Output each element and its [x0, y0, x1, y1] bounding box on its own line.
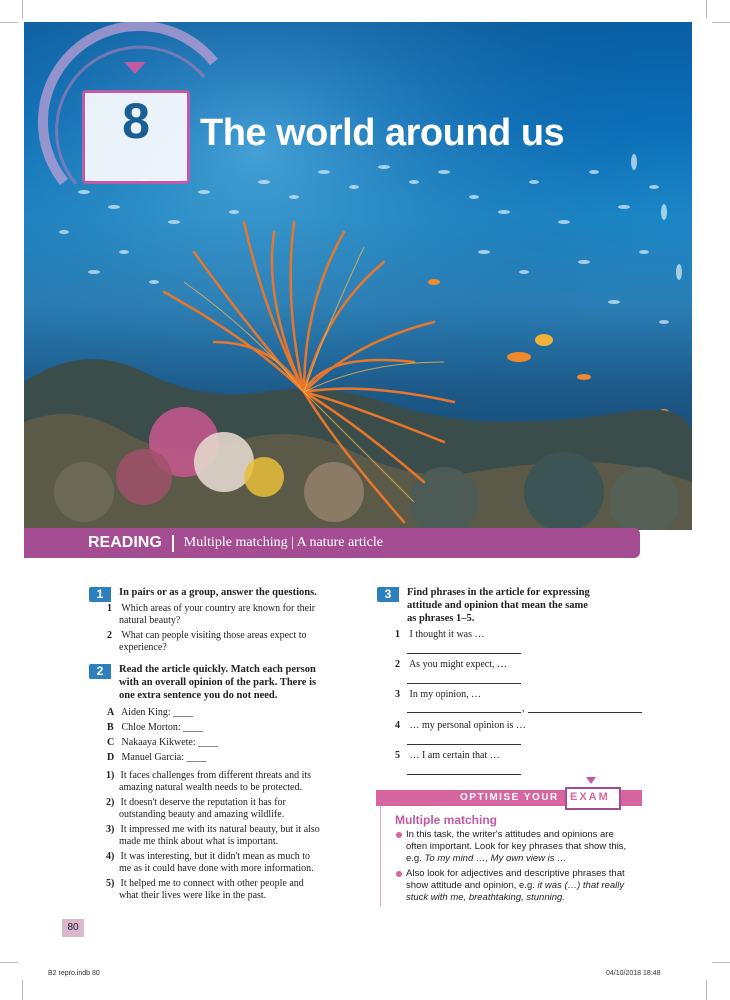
- phrase-line: 1 I thought it was …: [395, 629, 485, 640]
- print-footer-left: B2 repro.indb 80: [48, 970, 100, 977]
- opinion-line-cont: made me think about what is important.: [119, 836, 279, 847]
- opinion-line: 1) It faces challenges from different threats and its: [106, 770, 312, 781]
- phrase-line: 3 In my opinion, …: [395, 689, 482, 700]
- answer-blank[interactable]: [407, 744, 521, 745]
- answer-blank[interactable]: [407, 653, 521, 654]
- opinion-line-cont: outstanding beauty and amazing wildlife.: [119, 809, 285, 820]
- crop-mark: [22, 0, 23, 18]
- phrase-line: 2 As you might expect, …: [395, 659, 507, 670]
- section-label: READING: [88, 534, 162, 551]
- exercise-1-instruction: In pairs or as a group, answer the questions.: [119, 587, 317, 598]
- exercise-3-instruction: as phrases 1–5.: [407, 613, 475, 624]
- answer-blank[interactable]: [407, 712, 521, 713]
- exam-label: EXAM: [570, 791, 610, 803]
- answer-blank[interactable]: [528, 712, 642, 713]
- print-footer-right: 04/10/2018 18:48: [606, 970, 661, 977]
- exercise-1-question-cont: natural beauty?: [119, 615, 181, 626]
- crop-mark: [22, 980, 23, 1000]
- unit-title: The world around us: [200, 112, 565, 154]
- crop-mark: [706, 0, 707, 18]
- crop-mark: [0, 22, 18, 23]
- optimise-label: OPTIMISE YOUR: [460, 792, 559, 803]
- exercise-1-question: 1 Which areas of your country are known for their: [107, 603, 316, 614]
- opinion-line-cont: me as it could have done with more information.: [119, 863, 314, 874]
- optimise-title: Multiple matching: [395, 813, 497, 827]
- person-line: B Chloe Morton: ____: [107, 722, 204, 733]
- crop-mark: [0, 962, 18, 963]
- exercise-2-instruction: with an overall opinion of the park. There is: [119, 677, 317, 688]
- bullet-icon: [396, 832, 402, 838]
- person-line: A Aiden King: ____: [107, 707, 194, 718]
- opinion-line-cont: amazing natural wealth needs to be protected.: [119, 782, 302, 793]
- opinion-line: 4) It was interesting, but it didn't mean as much to: [106, 851, 311, 862]
- section-banner: [24, 528, 640, 558]
- answer-blank[interactable]: [407, 683, 521, 684]
- exercise-3-instruction: attitude and opinion that mean the same: [407, 600, 588, 611]
- phrase-line: 5 … I am certain that …: [395, 750, 500, 761]
- exercise-2-instruction: one extra sentence you do not need.: [119, 690, 278, 701]
- exercise-2-instruction: Read the article quickly. Match each person: [119, 664, 316, 675]
- exercise-3-instruction: Find phrases in the article for expressing: [407, 587, 590, 598]
- exercise-3-number-badge: 3: [377, 585, 399, 603]
- person-line: C Nakaaya Kikwete: ____: [107, 737, 219, 748]
- answer-blank[interactable]: [407, 774, 521, 775]
- tip-item: In this task, the writer's attitudes and opinions are often important. Look for key phrases that show this, e.g. To my mind …, My own view is …: [396, 829, 644, 865]
- person-line: D Manuel Garcia: ____: [107, 752, 207, 763]
- exercise-1-question: 2 What can people visiting those areas expect to: [107, 630, 307, 641]
- exercise-1-question-cont: experience?: [119, 642, 167, 653]
- bullet-icon: [396, 871, 402, 877]
- crop-mark: [706, 980, 707, 1000]
- page-number: 80: [62, 919, 84, 937]
- unit-number: 8: [122, 93, 150, 149]
- phrase-line: 4 … my personal opinion is …: [395, 720, 526, 731]
- opinion-line: 2) It doesn't deserve the reputation it has for: [106, 797, 286, 808]
- exercise-2-number-badge: 2: [89, 662, 111, 680]
- exam-marker-icon: [586, 777, 596, 784]
- comma-separator: ,: [522, 703, 525, 714]
- crop-mark: [712, 22, 730, 23]
- opinion-line-cont: what their lives were like in the past.: [119, 890, 267, 901]
- tip-item: Also look for adjectives and descriptive phrases that show attitude and opinion, e.g. it was (…) that really stuck with me, breathtaking, stunning.: [396, 868, 644, 904]
- optimise-side-rule: [380, 806, 381, 906]
- opinion-line: 3) It impressed me with its natural beauty, but it also: [106, 824, 320, 835]
- section-subtitle: Multiple matching | A nature article: [183, 535, 383, 550]
- exercise-1-number-badge: 1: [89, 585, 111, 603]
- crop-mark: [712, 962, 730, 963]
- banner-divider: [172, 535, 174, 552]
- opinion-line: 5) It helped me to connect with other people and: [106, 878, 304, 889]
